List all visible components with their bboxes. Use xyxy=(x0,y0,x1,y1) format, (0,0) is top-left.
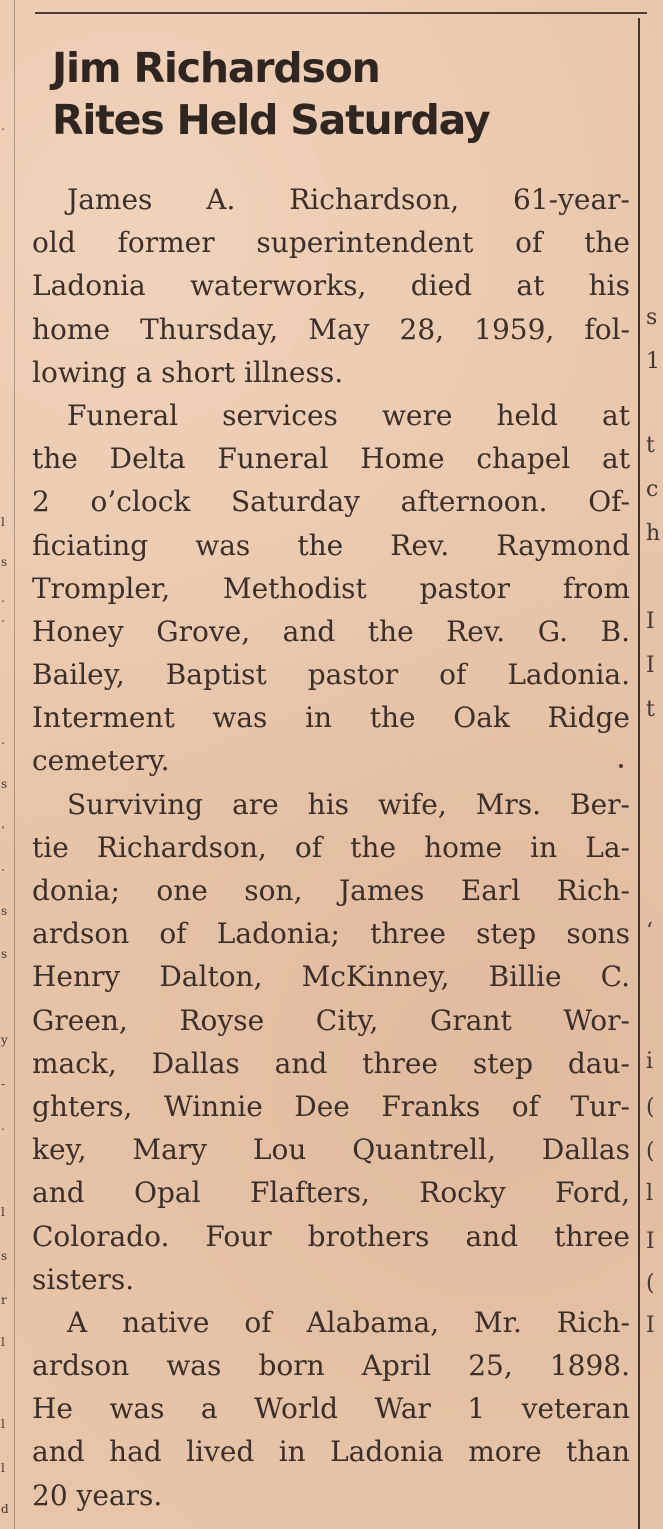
left-fragment: s xyxy=(1,555,8,569)
left-column-rule xyxy=(14,0,15,1529)
left-fragment: . xyxy=(1,119,5,133)
left-fragment: . xyxy=(1,733,5,747)
left-fragment: s xyxy=(1,904,8,918)
headline xyxy=(52,42,612,146)
text-line: ghters, Winnie Dee Franks of Tur- xyxy=(32,1089,630,1123)
left-fragment: - xyxy=(1,1077,6,1091)
right-fragment: h xyxy=(646,521,661,546)
right-fragment: c xyxy=(646,477,659,502)
text-line: Funeral services were held at xyxy=(67,398,630,432)
left-fragment: d xyxy=(1,1502,9,1516)
text-line: mack, Dallas and three step dau- xyxy=(32,1046,630,1080)
text-line: Trompler, Methodist pastor from xyxy=(32,571,630,605)
right-fragment: I xyxy=(646,653,655,678)
paragraph-1 xyxy=(32,178,630,394)
text-line: Surviving are his wife, Mrs. Ber- xyxy=(67,787,630,821)
left-fragment: l xyxy=(1,1205,5,1219)
right-column-rule xyxy=(638,18,640,1529)
right-fragment: ‘ xyxy=(646,919,653,944)
left-fragment: ’ xyxy=(1,824,5,838)
paragraph-4 xyxy=(32,1301,630,1517)
text-line: ardson was born April 25, 1898. xyxy=(32,1349,630,1383)
text-line: and Opal Flafters, Rocky Ford, xyxy=(32,1176,630,1210)
left-fragment: l xyxy=(1,515,5,529)
right-fragment: l xyxy=(646,1181,654,1206)
right-margin-fragments xyxy=(646,0,663,1529)
text-line: 20 years. xyxy=(32,1478,163,1512)
right-fragment: I xyxy=(646,609,655,634)
text-line: donia; one son, James Earl Rich- xyxy=(32,874,630,907)
right-fragment: ( xyxy=(646,1271,655,1296)
text-line: Henry Dalton, McKinney, Billie C. xyxy=(32,960,630,994)
article-body xyxy=(32,178,630,1517)
text-line: Honey Grove, and the Rev. G. B. xyxy=(32,614,630,648)
top-rule xyxy=(35,12,647,14)
text-line: home Thursday, May 28, 1959, fol- xyxy=(32,312,630,346)
left-fragment: s xyxy=(1,1249,8,1263)
left-fragment: . xyxy=(1,611,5,625)
left-fragment: . xyxy=(1,1119,5,1133)
right-fragment: t xyxy=(646,697,655,722)
ink-speck xyxy=(619,764,623,768)
paragraph-2 xyxy=(32,394,630,783)
text-line: Colorado. Four brothers and three xyxy=(32,1219,630,1253)
text-line: Interment was in the Oak Ridge xyxy=(32,701,630,735)
text-line: old former superintendent of the xyxy=(32,226,630,260)
right-fragment: i xyxy=(646,1049,654,1074)
left-margin-fragments xyxy=(0,0,12,1529)
text-line: tie Richardson, of the home in La- xyxy=(32,830,630,864)
left-fragment: . xyxy=(1,591,5,605)
text-line: James A. Richardson, 61-year- xyxy=(67,183,630,216)
right-fragment: ( xyxy=(646,1139,655,1164)
text-line: lowing a short illness. xyxy=(32,355,344,389)
left-fragment: r xyxy=(1,1293,7,1307)
text-line: key, Mary Lou Quantrell, Dallas xyxy=(32,1133,630,1167)
left-fragment: l xyxy=(1,1461,5,1475)
text-line: Green, Royse City, Grant Wor- xyxy=(32,1003,630,1037)
text-line: ardson of Ladonia; three step sons xyxy=(32,917,630,951)
text-line: A native of Alabama, Mr. Rich- xyxy=(67,1305,630,1339)
left-fragment: y xyxy=(1,1033,8,1047)
right-fragment: I xyxy=(646,1229,655,1254)
text-line: the Delta Funeral Home chapel at xyxy=(32,442,630,476)
text-line: Ladonia waterworks, died at his xyxy=(32,269,630,303)
right-fragment: t xyxy=(646,433,655,458)
left-fragment: . xyxy=(1,860,5,874)
right-fragment: I xyxy=(646,1313,655,1338)
paragraph-3 xyxy=(32,783,630,1301)
text-line: sisters. xyxy=(32,1262,135,1296)
left-fragment: l xyxy=(1,1417,5,1431)
headline-line: Rites Held Saturday xyxy=(52,96,490,144)
right-fragment: s xyxy=(646,305,658,330)
text-line: and had lived in Ladonia more than xyxy=(32,1435,630,1469)
text-line: ficiating was the Rev. Raymond xyxy=(32,528,630,562)
headline-line: Jim Richardson xyxy=(52,44,380,92)
right-fragment: 1 xyxy=(646,349,660,374)
text-line: He was a World War 1 veteran xyxy=(32,1392,630,1426)
left-fragment: s xyxy=(1,947,8,961)
right-fragment: ( xyxy=(646,1095,655,1120)
left-fragment: s xyxy=(1,777,8,791)
text-line: cemetery. xyxy=(32,744,170,778)
text-line: 2 o’clock Saturday afternoon. Of- xyxy=(32,485,630,519)
text-line: Bailey, Baptist pastor of Ladonia. xyxy=(32,658,630,692)
left-fragment: l xyxy=(1,1335,5,1349)
